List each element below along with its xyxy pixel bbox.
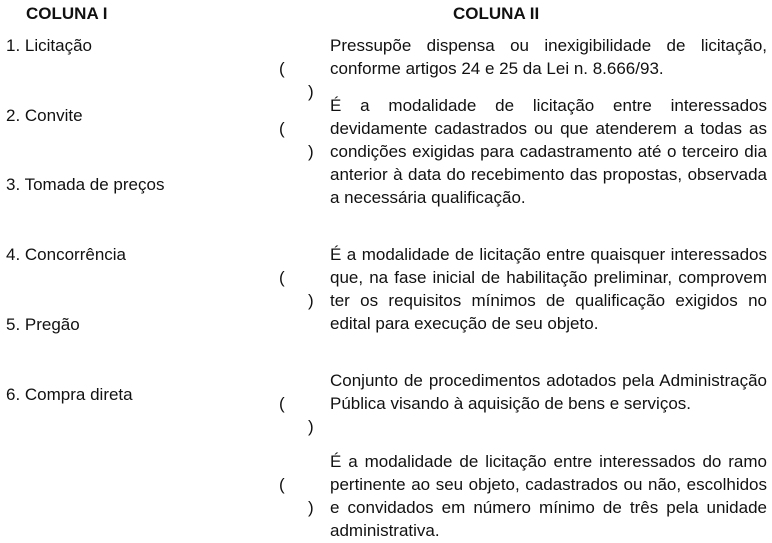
- answer-blank[interactable]: [279, 94, 319, 186]
- column-1-item-tomada-de-precos: 3. Tomada de preços: [6, 175, 165, 194]
- column-1-item-compra-direta: 6. Compra direta: [6, 385, 133, 404]
- paren-close: ): [308, 291, 314, 310]
- paren-close: ): [308, 417, 314, 436]
- answer-blank[interactable]: [279, 450, 319, 542]
- paren-close: ): [308, 142, 314, 161]
- column-1-item-licitacao: 1. Licitação: [6, 36, 92, 55]
- column-1-item-pregao: 5. Pregão: [6, 315, 80, 334]
- column-1-header: COLUNA I: [26, 4, 108, 23]
- column-1-item-concorrencia: 4. Concorrência: [6, 245, 127, 264]
- column-2-text: É a modalidade de licitação entre interessados do ramo pertinente ao seu objeto, cadastrados ou não, escolhidos e convidados em número mínimo de três pela unidade administrativa.: [330, 452, 767, 540]
- column-1-item-convite: 2. Convite: [6, 106, 83, 125]
- paren-open: (: [279, 268, 285, 287]
- paren-open: (: [279, 59, 285, 78]
- column-2-text: Pressupõe dispensa ou inexigibilidade de licitação, conforme artigos 24 e 25 da Lei n. 8.666/93.: [330, 36, 767, 78]
- column-2-header: COLUNA II: [453, 4, 540, 23]
- column-2-text: É a modalidade de licitação entre interessados devidamente cadastrados ou que atenderem a todas as condições exigidas para cadastramento até o terceiro dia anterior à data do recebimento das propostas, observada a necessária qualificação.: [330, 96, 767, 207]
- column-2-text: Conjunto de procedimentos adotados pela Administração Pública visando à aquisição de bens e serviços.: [330, 371, 767, 413]
- paren-close: ): [308, 498, 314, 517]
- column-2-text: É a modalidade de licitação entre quaisquer interessados que, na fase inicial de habilitação preliminar, comprovem ter os requisitos mínimos de qualificação exigidos no edital para execução de seu objeto.: [330, 245, 767, 333]
- answer-blank[interactable]: [279, 369, 319, 461]
- answer-blank[interactable]: [279, 243, 319, 335]
- paren-open: (: [279, 119, 285, 138]
- paren-open: (: [279, 475, 285, 494]
- paren-close: ): [308, 82, 314, 101]
- paren-open: (: [279, 394, 285, 413]
